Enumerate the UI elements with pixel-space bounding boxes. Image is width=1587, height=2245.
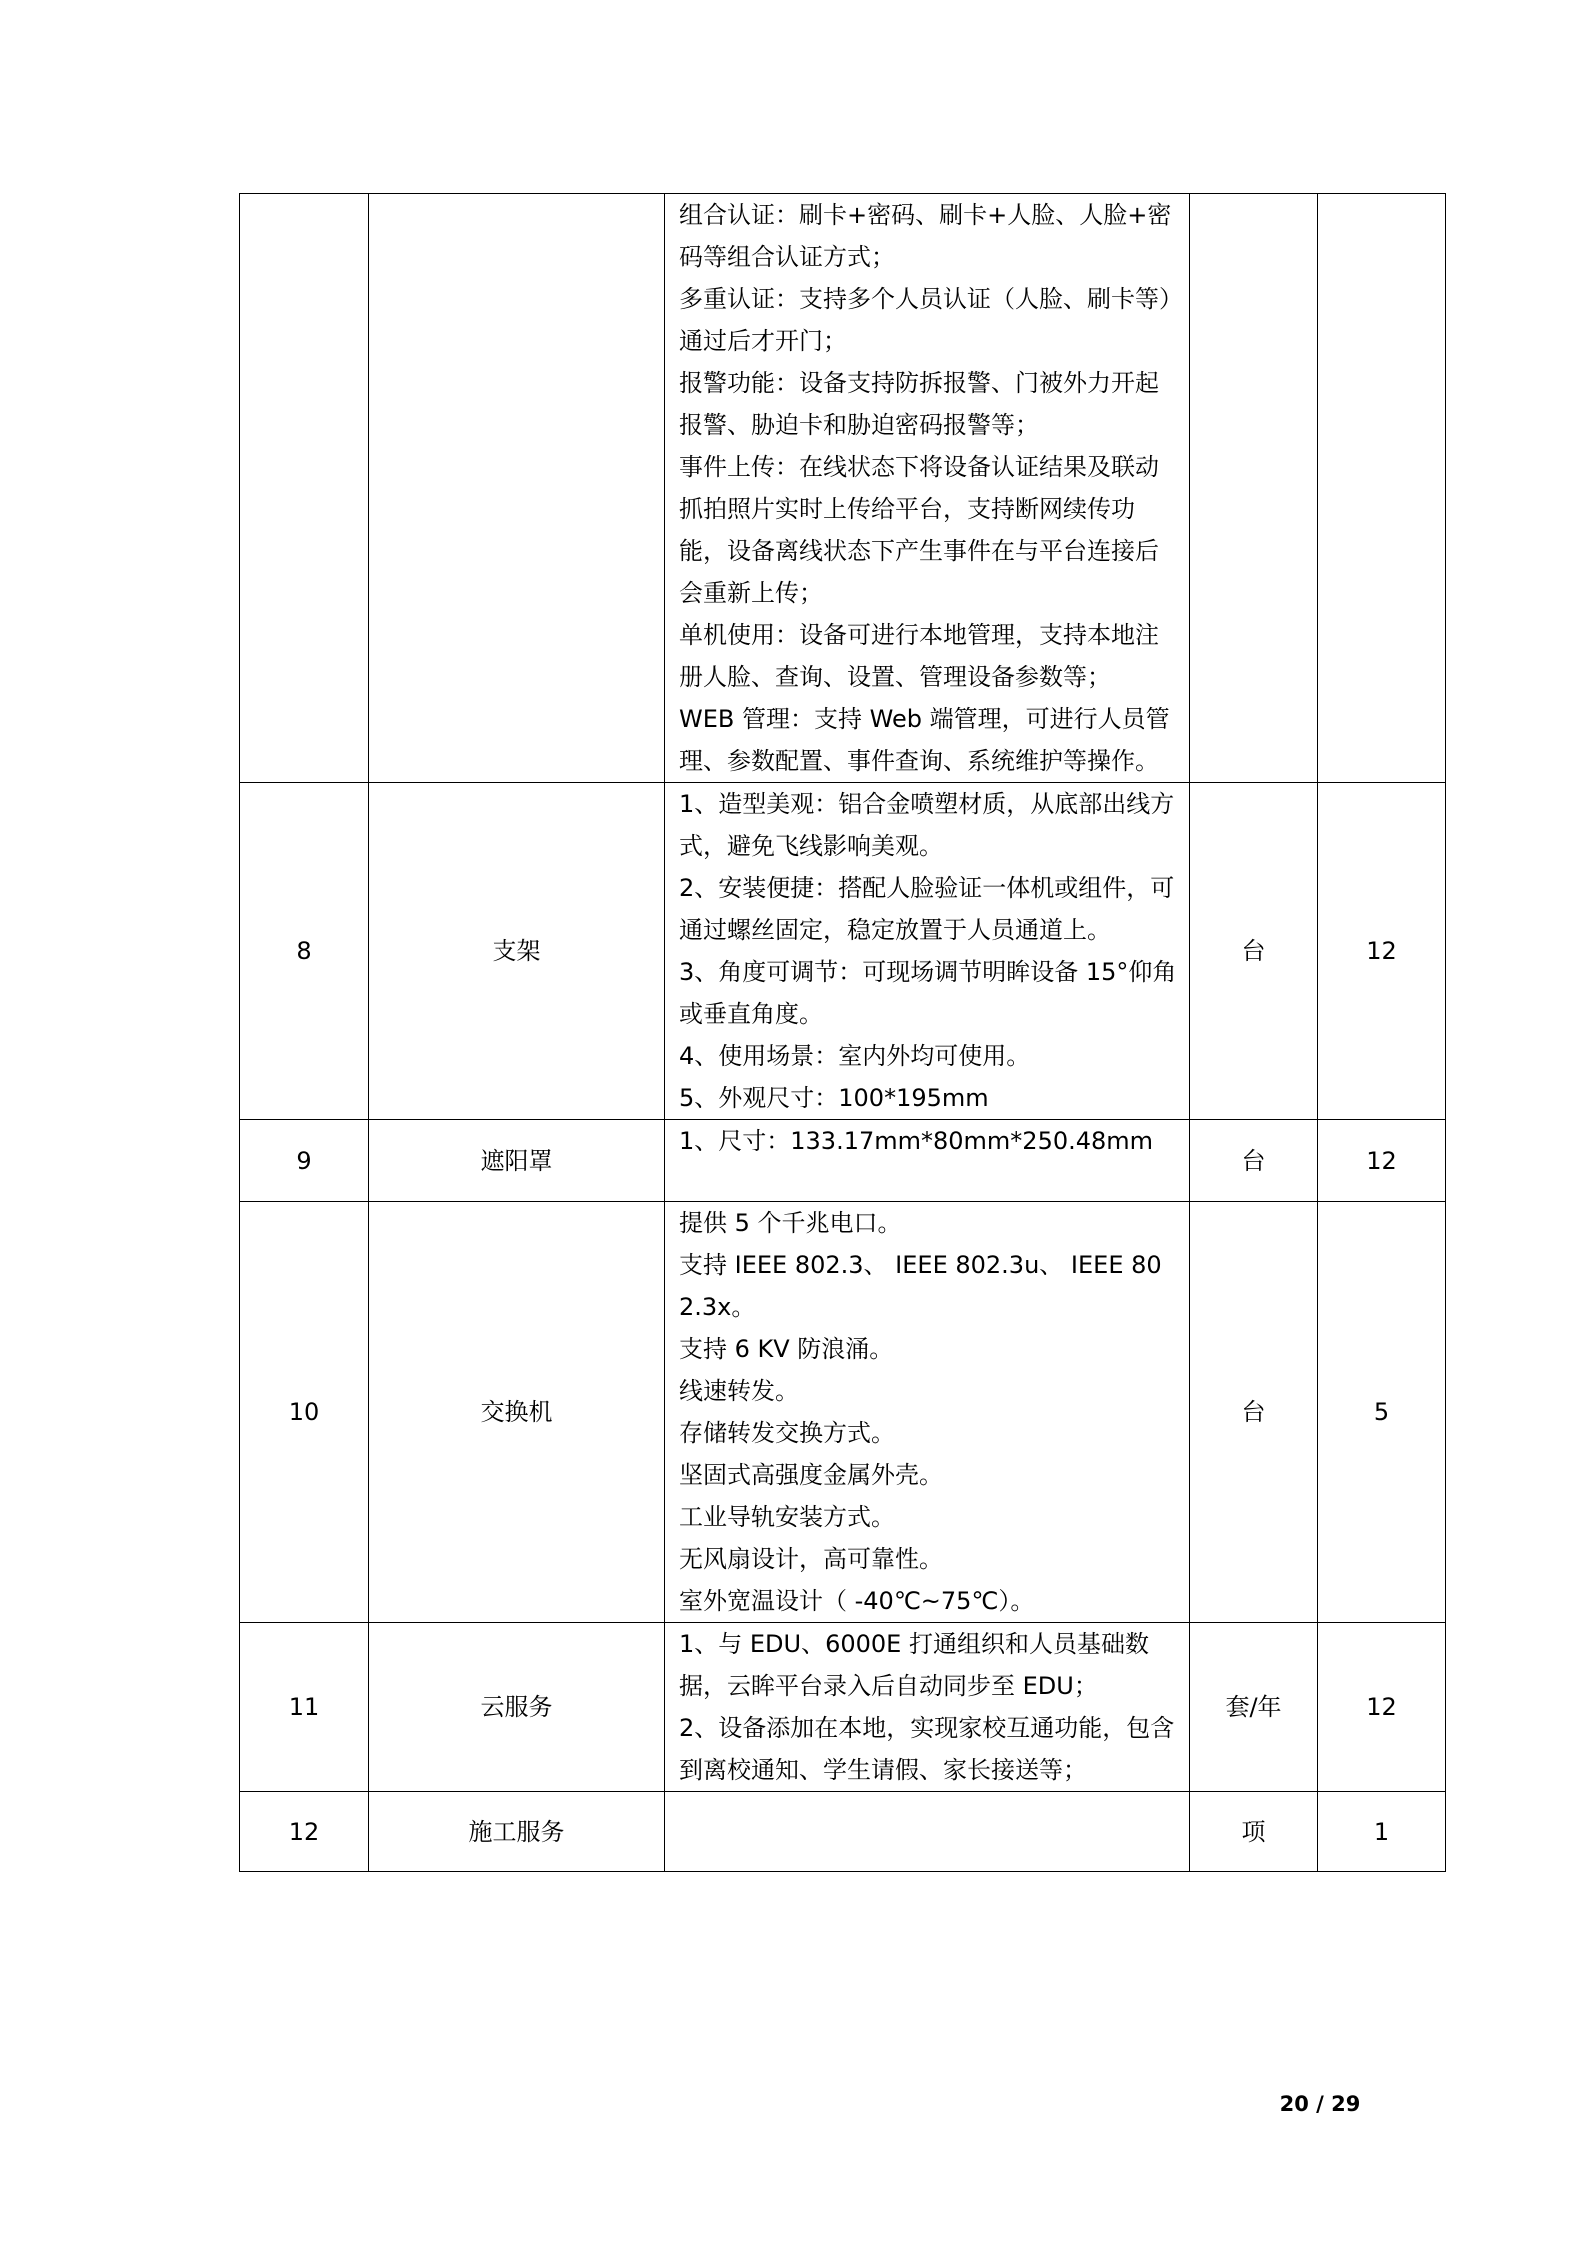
description-line: 报警功能：设备支持防拆报警、门被外力开起报警、胁迫卡和胁迫密码报警等； bbox=[679, 369, 1159, 439]
description-line: 支持 6 KV 防浪涌。 bbox=[679, 1335, 894, 1363]
description-line: WEB 管理：支持 Web 端管理，可进行人员管理、参数配置、事件查询、系统维护等操作。 bbox=[679, 705, 1170, 775]
description-line: 2、设备添加在本地，实现家校互通功能，包含到离校通知、学生请假、家长接送等； bbox=[679, 1714, 1175, 1784]
description-line: 事件上传：在线状态下将设备认证结果及联动抓拍照片实时上传给平台，支持断网续传功能，设备离线状态下产生事件在与平台连接后会重新上传； bbox=[679, 453, 1159, 607]
item-quantity: 1 bbox=[1318, 1792, 1446, 1872]
description-line: 1、与 EDU、6000E 打通组织和人员基础数据，云眸平台录入后自动同步至 EDU； bbox=[679, 1630, 1149, 1700]
item-quantity bbox=[1318, 194, 1446, 783]
item-description bbox=[665, 1792, 1190, 1872]
spec-table-body bbox=[240, 194, 1446, 1872]
table-row bbox=[240, 1120, 1446, 1202]
item-quantity: 12 bbox=[1318, 783, 1446, 1120]
item-number bbox=[240, 194, 369, 783]
item-name: 遮阳罩 bbox=[369, 1120, 665, 1202]
description-line: 4、使用场景：室内外均可使用。 bbox=[679, 1042, 1031, 1070]
description-line: 单机使用：设备可进行本地管理，支持本地注册人脸、查询、设置、管理设备参数等； bbox=[679, 621, 1159, 691]
description-line: 多重认证：支持多个人员认证（人脸、刷卡等）通过后才开门； bbox=[679, 285, 1171, 355]
item-description bbox=[665, 783, 1190, 1120]
description-line: 提供 5 个千兆电口。 bbox=[679, 1209, 902, 1237]
item-unit bbox=[1190, 194, 1318, 783]
description-line: 室外宽温设计（ -40℃~75℃）。 bbox=[679, 1587, 1035, 1615]
item-name: 施工服务 bbox=[369, 1792, 665, 1872]
description-line: 线速转发。 bbox=[679, 1377, 799, 1405]
item-unit: 台 bbox=[1190, 1202, 1318, 1623]
item-name: 交换机 bbox=[369, 1202, 665, 1623]
description-line: 1、造型美观：铝合金喷塑材质，从底部出线方式，避免飞线影响美观。 bbox=[679, 790, 1175, 860]
item-description bbox=[665, 1623, 1190, 1792]
item-number: 8 bbox=[240, 783, 369, 1120]
item-name: 云服务 bbox=[369, 1623, 665, 1792]
description-line: 支持 IEEE 802.3、 IEEE 802.3u、 IEEE 802.3x。 bbox=[679, 1251, 1162, 1321]
item-description bbox=[665, 1202, 1190, 1623]
item-name bbox=[369, 194, 665, 783]
item-unit: 台 bbox=[1190, 783, 1318, 1120]
description-line: 坚固式高强度金属外壳。 bbox=[679, 1461, 943, 1489]
item-unit: 项 bbox=[1190, 1792, 1318, 1872]
item-name: 支架 bbox=[369, 783, 665, 1120]
item-number: 10 bbox=[240, 1202, 369, 1623]
item-unit: 台 bbox=[1190, 1120, 1318, 1202]
description-line: 组合认证：刷卡+密码、刷卡+人脸、人脸+密码等组合认证方式； bbox=[679, 201, 1172, 271]
item-quantity: 5 bbox=[1318, 1202, 1446, 1623]
table-row bbox=[240, 1202, 1446, 1623]
table-row bbox=[240, 1623, 1446, 1792]
description-line: 3、角度可调节：可现场调节明眸设备 15°仰角或垂直角度。 bbox=[679, 958, 1177, 1028]
item-unit: 套/年 bbox=[1190, 1623, 1318, 1792]
description-line: 2、安装便捷：搭配人脸验证一体机或组件，可通过螺丝固定，稳定放置于人员通道上。 bbox=[679, 874, 1175, 944]
item-number: 12 bbox=[240, 1792, 369, 1872]
item-number: 11 bbox=[240, 1623, 369, 1792]
table-row bbox=[240, 1792, 1446, 1872]
description-line: 无风扇设计，高可靠性。 bbox=[679, 1545, 943, 1573]
item-number: 9 bbox=[240, 1120, 369, 1202]
spec-table bbox=[239, 193, 1446, 1872]
description-line: 5、外观尺寸：100*195mm bbox=[679, 1084, 989, 1112]
item-description bbox=[665, 194, 1190, 783]
description-line: 工业导轨安装方式。 bbox=[679, 1503, 895, 1531]
table-row bbox=[240, 783, 1446, 1120]
item-description bbox=[665, 1120, 1190, 1202]
item-quantity: 12 bbox=[1318, 1623, 1446, 1792]
table-row bbox=[240, 194, 1446, 783]
page-number: 20 / 29 bbox=[1279, 2092, 1361, 2116]
item-quantity: 12 bbox=[1318, 1120, 1446, 1202]
description-line: 存储转发交换方式。 bbox=[679, 1419, 895, 1447]
description-line: 1、尺寸：133.17mm*80mm*250.48mm bbox=[679, 1127, 1154, 1155]
